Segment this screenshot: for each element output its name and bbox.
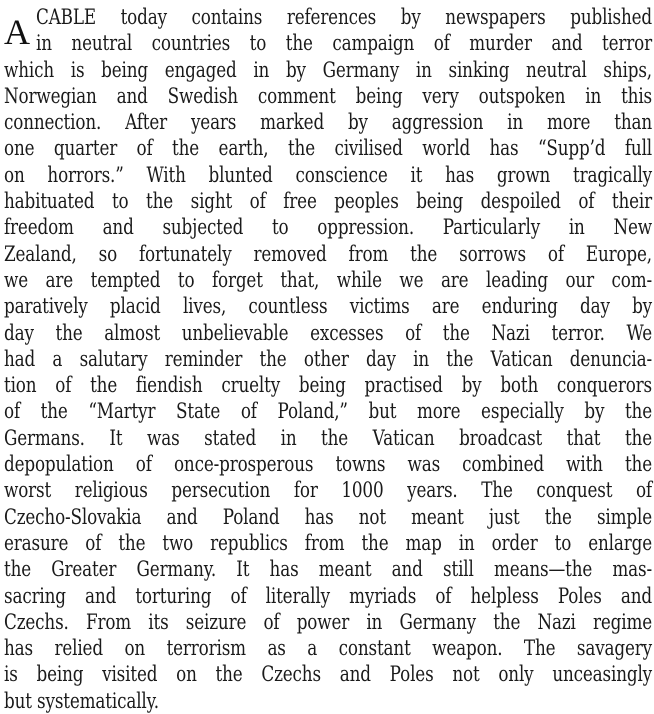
text-line: sacring and torturing of literally myriads of helpless Poles and <box>4 583 652 608</box>
text-line: worst religious persecution for 1000 years. The conquest of <box>4 478 652 503</box>
text-line: which is being engaged in by Germany in sinking neutral ships, <box>4 57 652 82</box>
text-line: freedom and subjected to oppression. Particularly in New <box>4 215 652 240</box>
text-line: connection. After years marked by aggression in more than <box>4 110 652 135</box>
text-line: in neutral countries to the campaign of murder and terror <box>36 31 652 56</box>
text-line: Czecho-Slovakia and Poland has not meant just the simple <box>4 504 652 529</box>
text-line: had a salutary reminder the other day in the Vatican denuncia- <box>4 346 652 371</box>
text-line: erasure of the two republics from the map in order to enlarge <box>4 530 652 555</box>
text-line: of the “Martyr State of Poland,” but more especially by the <box>4 399 652 424</box>
text-line: on horrors.” With blunted conscience it has grown tragically <box>4 162 652 187</box>
drop-cap: A <box>4 12 30 52</box>
text-line: paratively placid lives, countless victims are enduring day by <box>4 294 652 319</box>
text-line: depopulation of once-prosperous towns was combined with the <box>4 452 652 477</box>
text-line: is being visited on the Czechs and Poles not only unceasingly <box>4 662 652 687</box>
text-line: but systematically. <box>4 688 159 713</box>
text-line: the Greater Germany. It has meant and still means—the mas- <box>4 557 652 582</box>
text-line: day the almost unbelievable excesses of the Nazi terror. We <box>4 320 652 345</box>
text-line: Norwegian and Swedish comment being very outspoken in this <box>4 83 652 108</box>
text-line: Zealand, so fortunately removed from the sorrows of Europe, <box>4 241 652 266</box>
text-line: has relied on terrorism as a constant weapon. The savagery <box>4 636 652 661</box>
text-line: we are tempted to forget that, while we are leading our com- <box>4 267 652 292</box>
text-line: Germans. It was stated in the Vatican broadcast that the <box>4 425 652 450</box>
text-line: one quarter of the earth, the civilised world has “Supp’d full <box>4 136 652 161</box>
text-line: habituated to the sight of free peoples being despoiled of their <box>4 189 652 214</box>
text-line: CABLE today contains references by newspapers published <box>36 5 652 29</box>
article-body <box>4 4 652 714</box>
text-line: Czechs. From its seizure of power in Germany the Nazi regime <box>4 609 652 634</box>
text-line: tion of the fiendish cruelty being practised by both conquerors <box>4 373 652 398</box>
